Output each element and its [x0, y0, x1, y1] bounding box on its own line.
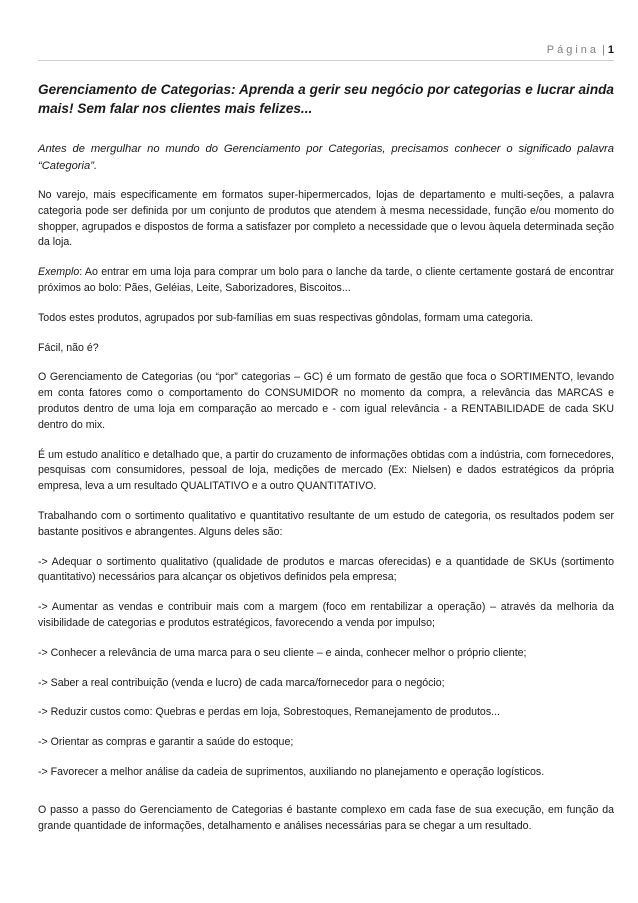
paragraph-study: É um estudo analítico e detalhado que, a partir do cruzamento de informações obtidas com a indústria, com fornecedores, pesquisas com consumidores, pessoal de loja, medições de mercado (Ex: Nielsen) e dados estratégicos da própria empresa, leva a um resultado QUALITATIVO e a outro QUANTITATIVO. [38, 448, 614, 493]
bullet-item: -> Aumentar as vendas e contribuir mais com a margem (foco em rentabilizar a operação) – através da melhoria da visibilidade de categorias e produtos estratégicos, favorecendo a venda por impulso; [38, 601, 614, 629]
bullet-item: -> Reduzir custos como: Quebras e perdas em loja, Sobrestoques, Remanejamento de produtos... [38, 706, 500, 719]
paragraph-closing: O passo a passo do Gerenciamento de Categorias é bastante complexo em cada fase de sua execução, em função da grande quantidade de informações, detalhamento e análises necessárias para se chegar a um resultado. [38, 803, 614, 832]
page-number: 1 [607, 44, 614, 56]
bullet-item: -> Orientar as compras e garantir a saúde do estoque; [38, 736, 294, 749]
example-text: : Ao entrar em uma loja para comprar um bolo para o lanche da tarde, o cliente certamente gostará de encontrar próximos ao bolo: Pães, Geléias, Leite, Saborizadores, Biscoitos... [38, 266, 614, 294]
bullet-item: -> Adequar o sortimento qualitativo (qualidade de produtos e marcas oferecidas) e a quantidade de SKUs (sortimento quantitativo) necessários para alcançar os objetivos definidos pela empresa; [38, 555, 614, 584]
page-header [547, 44, 614, 56]
paragraph-results-intro: Trabalhando com o sortimento qualitativo e quantitativo resultante de um estudo de categoria, os resultados podem ser bastante positivos e abrangentes. Alguns deles são: [38, 509, 614, 538]
header-divider [38, 60, 614, 61]
paragraph-gc-definition: O Gerenciamento de Categorias (ou “por” categorias – GC) é um formato de gestão que foca o SORTIMENTO, levando em conta fatores como o comportamento do CONSUMIDOR no momento da compra, a relevância das MARCAS e produtos dentro de uma loja em comparação ao mercado e - com igual relevância - a RENTABILIDADE de cada SKU dentro do mix. [38, 371, 614, 431]
document-body [38, 80, 614, 848]
page-separator: | [602, 44, 605, 56]
document-title: Gerenciamento de Categorias: Aprenda a gerir seu negócio por categorias e lucrar ainda mais! Sem falar nos clientes mais felizes... [38, 82, 614, 116]
paragraph-easy: Fácil, não é? [38, 341, 99, 354]
intro-paragraph: Antes de mergulhar no mundo do Gerenciamento por Categorias, precisamos conhecer o significado palavra “Categoria”. [38, 143, 614, 172]
example-label: Exemplo [38, 266, 80, 279]
bullet-item: -> Saber a real contribuição (venda e lucro) de cada marca/fornecedor para o negócio; [38, 676, 445, 689]
bullet-item: -> Conhecer a relevância de uma marca para o seu cliente – e ainda, conhecer melhor o próprio cliente; [38, 646, 527, 659]
bullet-item: -> Favorecer a melhor análise da cadeia de suprimentos, auxiliando no planejamento e operação logísticos. [38, 765, 545, 778]
paragraph-example [38, 265, 614, 297]
paragraph-definition: No varejo, mais especificamente em formatos super-hipermercados, lojas de departamento e multi-seções, a palavra categoria pode ser definida por um conjunto de produtos que atendem à mesma necessidade, função e/ou momento do shopper, agrupados e dispostos de forma a satisfazer por completo a necessidade que o levou àquela determinada seção da loja. [38, 189, 614, 249]
page-word: Página [546, 44, 600, 56]
paragraph-products: Todos estes produtos, agrupados por sub-famílias em suas respectivas gôndolas, formam uma categoria. [38, 311, 534, 324]
